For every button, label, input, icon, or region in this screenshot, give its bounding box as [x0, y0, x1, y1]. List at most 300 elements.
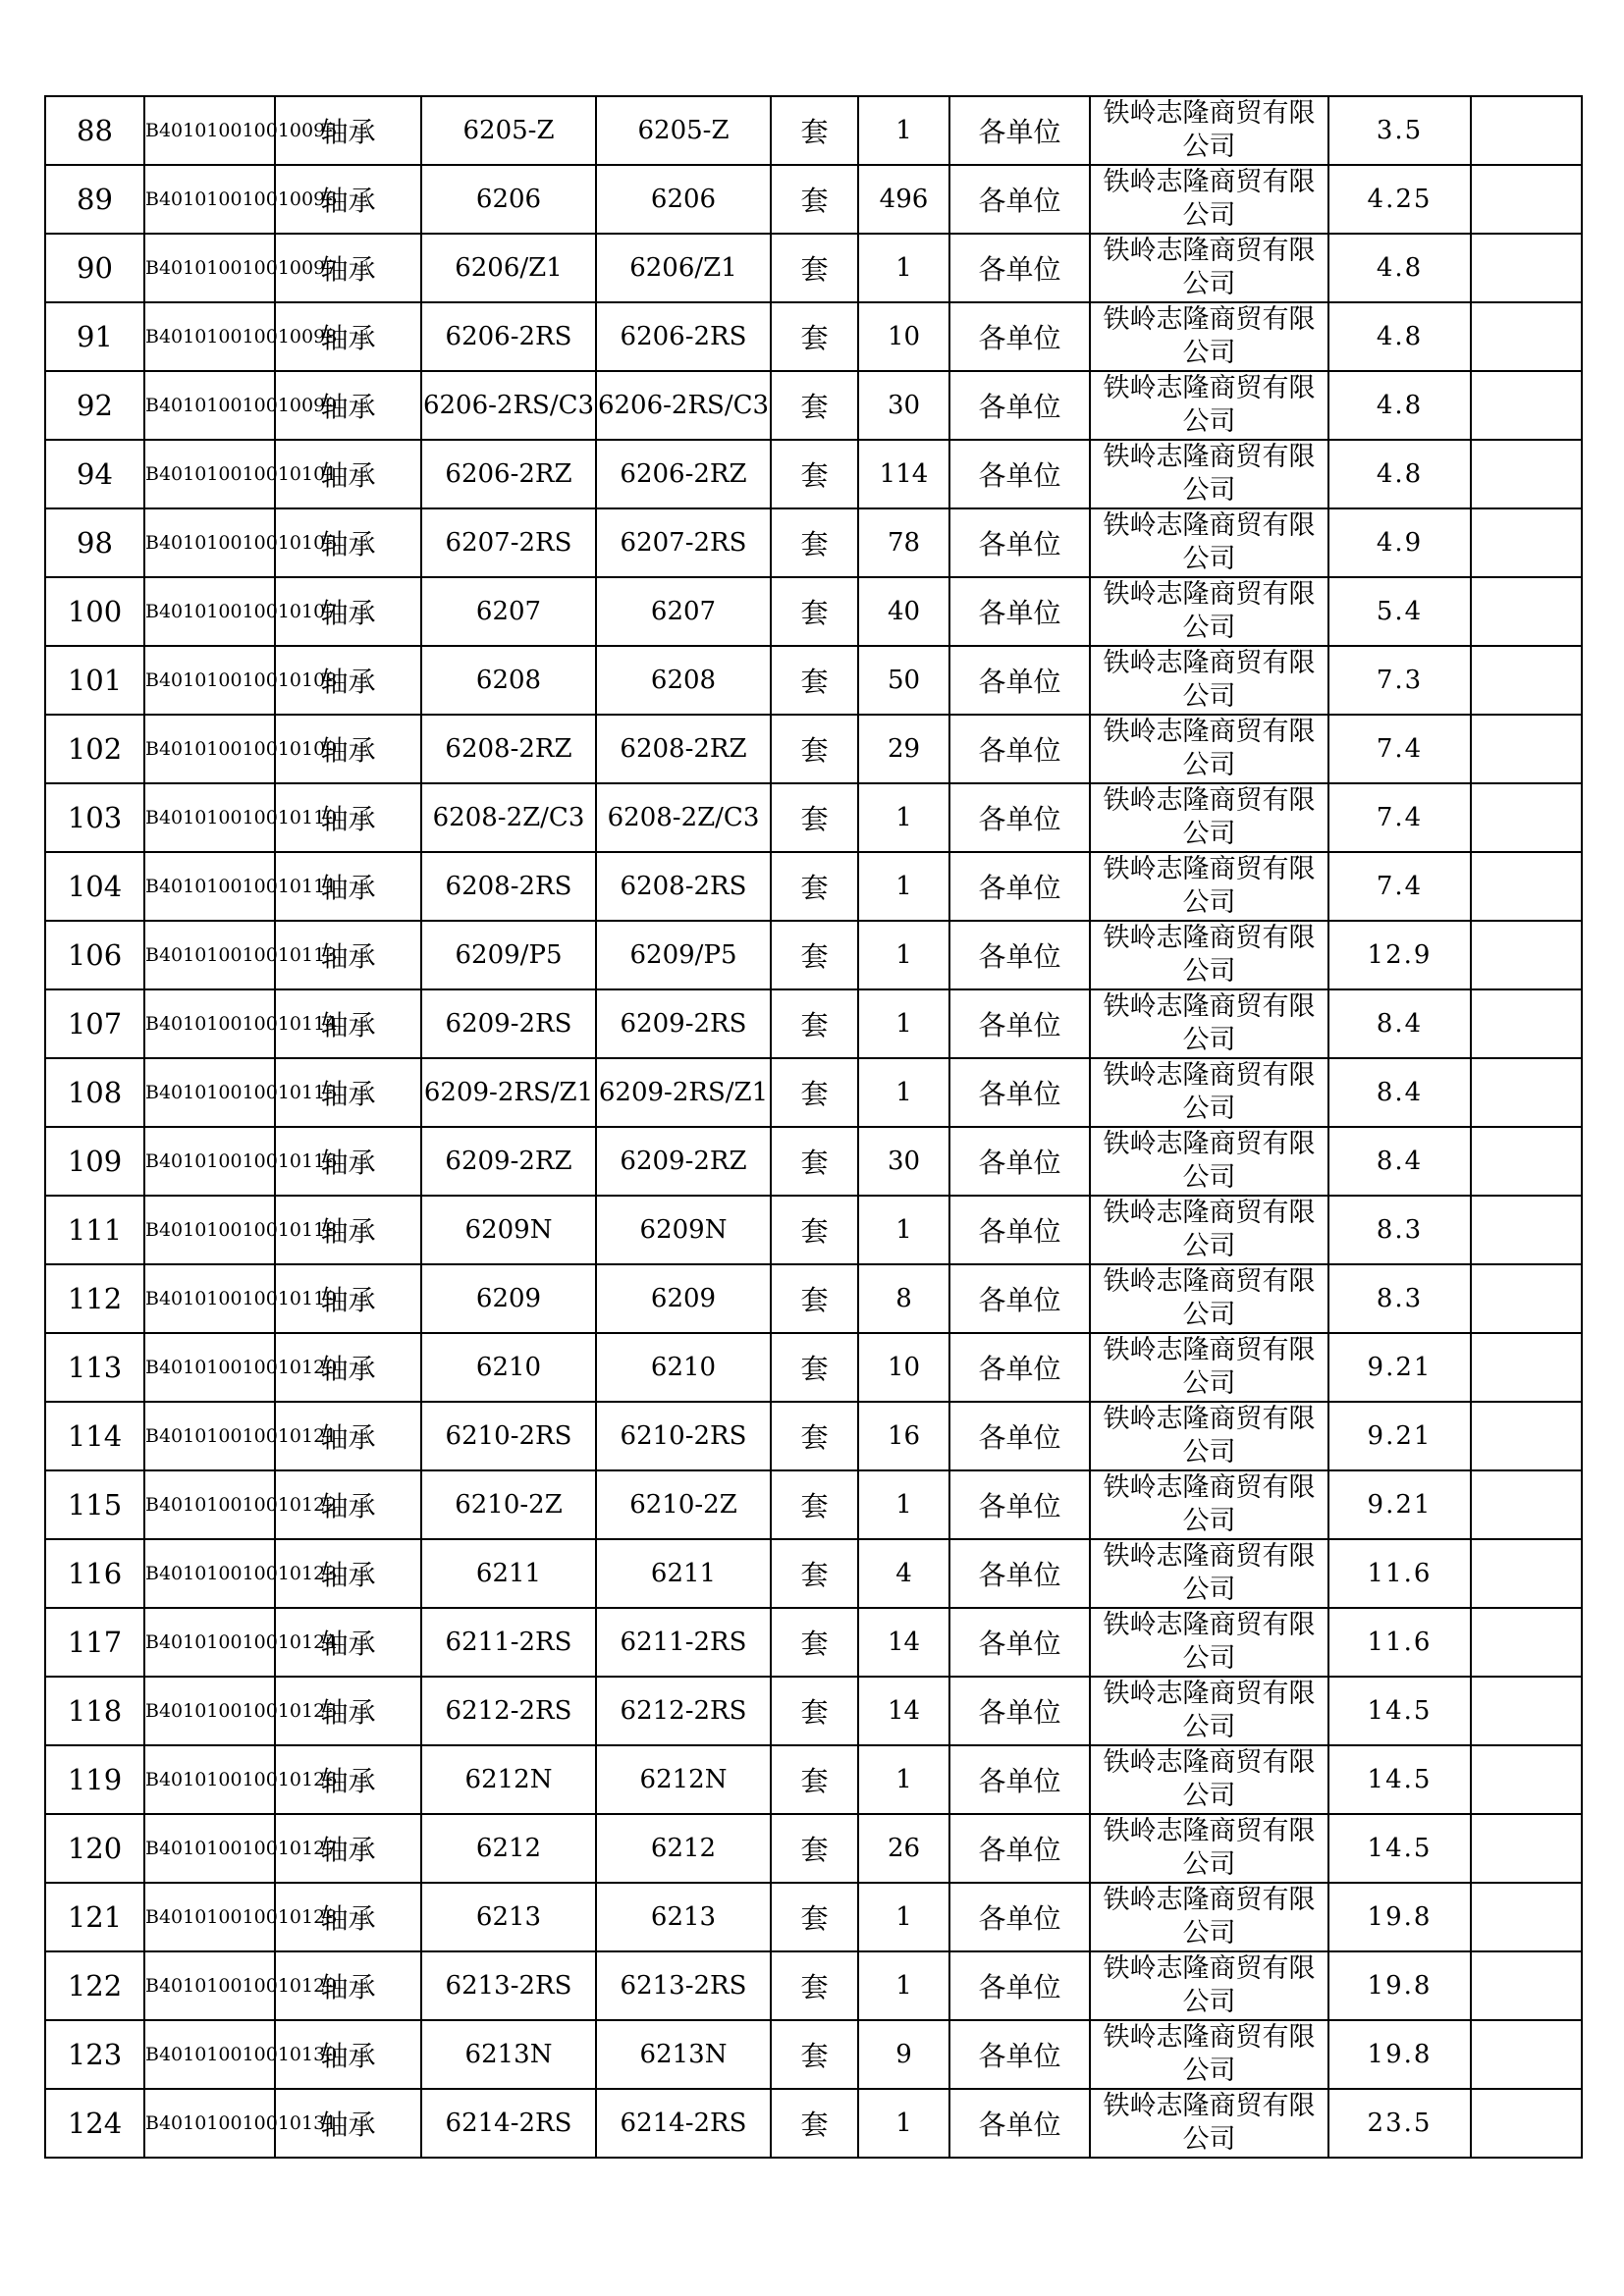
material-code-cell: B401010010010114	[144, 989, 275, 1058]
supplier-cell: 铁岭志隆商贸有限公司	[1090, 302, 1328, 371]
item-name-cell: 轴承	[275, 1470, 421, 1539]
supplier-cell: 铁岭志隆商贸有限公司	[1090, 989, 1328, 1058]
remarks-cell	[1471, 1127, 1582, 1196]
table-row	[45, 1677, 1582, 1745]
table-row	[45, 1333, 1582, 1402]
model-cell: 6209/P5	[596, 921, 771, 989]
unit-cell: 套	[771, 715, 858, 783]
specification-cell: 6209	[421, 1264, 596, 1333]
department-cell: 各单位	[949, 440, 1090, 508]
unit-price-cell: 9.21	[1328, 1470, 1471, 1539]
table-row	[45, 1264, 1582, 1333]
unit-cell: 套	[771, 1196, 858, 1264]
row-number-cell: 91	[45, 302, 144, 371]
supplier-cell: 铁岭志隆商贸有限公司	[1090, 165, 1328, 234]
row-number-cell: 101	[45, 646, 144, 715]
model-cell: 6212N	[596, 1745, 771, 1814]
item-name-cell: 轴承	[275, 646, 421, 715]
row-number-cell: 117	[45, 1608, 144, 1677]
department-cell: 各单位	[949, 1745, 1090, 1814]
unit-cell: 套	[771, 783, 858, 852]
unit-price-cell: 12.9	[1328, 921, 1471, 989]
table-row	[45, 783, 1582, 852]
row-number-cell: 98	[45, 508, 144, 577]
model-cell: 6210	[596, 1333, 771, 1402]
remarks-cell	[1471, 989, 1582, 1058]
unit-price-cell: 19.8	[1328, 1951, 1471, 2020]
quantity-cell: 14	[858, 1608, 949, 1677]
remarks-cell	[1471, 852, 1582, 921]
material-code-cell: B401010010010130	[144, 2020, 275, 2089]
supplier-cell: 铁岭志隆商贸有限公司	[1090, 921, 1328, 989]
model-cell: 6206-2RS	[596, 302, 771, 371]
supplier-cell: 铁岭志隆商贸有限公司	[1090, 1058, 1328, 1127]
quantity-cell: 9	[858, 2020, 949, 2089]
row-number-cell: 109	[45, 1127, 144, 1196]
remarks-cell	[1471, 1539, 1582, 1608]
remarks-cell	[1471, 1264, 1582, 1333]
unit-cell: 套	[771, 302, 858, 371]
material-code-cell: B401010010010118	[144, 1196, 275, 1264]
material-code-cell: B401010010010128	[144, 1883, 275, 1951]
specification-cell: 6213-2RS	[421, 1951, 596, 2020]
item-name-cell: 轴承	[275, 852, 421, 921]
row-number-cell: 113	[45, 1333, 144, 1402]
supplier-cell: 铁岭志隆商贸有限公司	[1090, 2020, 1328, 2089]
unit-cell: 套	[771, 1333, 858, 1402]
quantity-cell: 1	[858, 1951, 949, 2020]
remarks-cell	[1471, 302, 1582, 371]
model-cell: 6207-2RS	[596, 508, 771, 577]
remarks-cell	[1471, 2089, 1582, 2158]
remarks-cell	[1471, 1951, 1582, 2020]
unit-cell: 套	[771, 1951, 858, 2020]
remarks-cell	[1471, 440, 1582, 508]
unit-price-cell: 9.21	[1328, 1333, 1471, 1402]
item-name-cell: 轴承	[275, 783, 421, 852]
specification-cell: 6207-2RS	[421, 508, 596, 577]
quantity-cell: 1	[858, 1470, 949, 1539]
unit-cell: 套	[771, 1814, 858, 1883]
department-cell: 各单位	[949, 715, 1090, 783]
model-cell: 6213N	[596, 2020, 771, 2089]
specification-cell: 6212-2RS	[421, 1677, 596, 1745]
department-cell: 各单位	[949, 1058, 1090, 1127]
department-cell: 各单位	[949, 1539, 1090, 1608]
table-row	[45, 302, 1582, 371]
remarks-cell	[1471, 96, 1582, 165]
model-cell: 6212-2RS	[596, 1677, 771, 1745]
unit-cell: 套	[771, 1264, 858, 1333]
department-cell: 各单位	[949, 2020, 1090, 2089]
table-row	[45, 1196, 1582, 1264]
item-name-cell: 轴承	[275, 715, 421, 783]
supplier-cell: 铁岭志隆商贸有限公司	[1090, 1264, 1328, 1333]
unit-price-cell: 19.8	[1328, 1883, 1471, 1951]
model-cell: 6212	[596, 1814, 771, 1883]
unit-price-cell: 8.4	[1328, 1127, 1471, 1196]
department-cell: 各单位	[949, 852, 1090, 921]
row-number-cell: 124	[45, 2089, 144, 2158]
remarks-cell	[1471, 165, 1582, 234]
item-name-cell: 轴承	[275, 577, 421, 646]
unit-cell: 套	[771, 1677, 858, 1745]
table-row	[45, 1470, 1582, 1539]
unit-cell: 套	[771, 1058, 858, 1127]
supplier-cell: 铁岭志隆商贸有限公司	[1090, 1677, 1328, 1745]
unit-price-cell: 4.8	[1328, 371, 1471, 440]
unit-price-cell: 4.9	[1328, 508, 1471, 577]
material-code-cell: B401010010010108	[144, 646, 275, 715]
table-row	[45, 715, 1582, 783]
supplier-cell: 铁岭志隆商贸有限公司	[1090, 440, 1328, 508]
material-code-cell: B401010010010119	[144, 1264, 275, 1333]
item-name-cell: 轴承	[275, 165, 421, 234]
model-cell: 6209-2RS	[596, 989, 771, 1058]
supplier-cell: 铁岭志隆商贸有限公司	[1090, 715, 1328, 783]
department-cell: 各单位	[949, 96, 1090, 165]
item-name-cell: 轴承	[275, 2089, 421, 2158]
specification-cell: 6205-Z	[421, 96, 596, 165]
unit-price-cell: 7.4	[1328, 783, 1471, 852]
quantity-cell: 40	[858, 577, 949, 646]
material-code-cell: B401010010010116	[144, 1127, 275, 1196]
specification-cell: 6209/P5	[421, 921, 596, 989]
supplier-cell: 铁岭志隆商贸有限公司	[1090, 1333, 1328, 1402]
row-number-cell: 119	[45, 1745, 144, 1814]
remarks-cell	[1471, 715, 1582, 783]
supplier-cell: 铁岭志隆商贸有限公司	[1090, 1402, 1328, 1470]
item-name-cell: 轴承	[275, 1814, 421, 1883]
quantity-cell: 16	[858, 1402, 949, 1470]
table-row	[45, 1127, 1582, 1196]
remarks-cell	[1471, 921, 1582, 989]
quantity-cell: 4	[858, 1539, 949, 1608]
supplier-cell: 铁岭志隆商贸有限公司	[1090, 96, 1328, 165]
unit-cell: 套	[771, 508, 858, 577]
table-row	[45, 1814, 1582, 1883]
model-cell: 6210-2Z	[596, 1470, 771, 1539]
remarks-cell	[1471, 371, 1582, 440]
row-number-cell: 118	[45, 1677, 144, 1745]
quantity-cell: 1	[858, 921, 949, 989]
material-code-cell: B401010010010124	[144, 1608, 275, 1677]
row-number-cell: 89	[45, 165, 144, 234]
supplier-cell: 铁岭志隆商贸有限公司	[1090, 371, 1328, 440]
supplier-cell: 铁岭志隆商贸有限公司	[1090, 1814, 1328, 1883]
supplier-cell: 铁岭志隆商贸有限公司	[1090, 1470, 1328, 1539]
row-number-cell: 106	[45, 921, 144, 989]
remarks-cell	[1471, 1402, 1582, 1470]
row-number-cell: 103	[45, 783, 144, 852]
material-code-cell: B401010010010107	[144, 577, 275, 646]
unit-cell: 套	[771, 440, 858, 508]
item-name-cell: 轴承	[275, 1951, 421, 2020]
model-cell: 6208-2RS	[596, 852, 771, 921]
unit-cell: 套	[771, 165, 858, 234]
remarks-cell	[1471, 1677, 1582, 1745]
department-cell: 各单位	[949, 508, 1090, 577]
supplier-cell: 铁岭志隆商贸有限公司	[1090, 1608, 1328, 1677]
table-row	[45, 1951, 1582, 2020]
row-number-cell: 114	[45, 1402, 144, 1470]
supplier-cell: 铁岭志隆商贸有限公司	[1090, 2089, 1328, 2158]
remarks-cell	[1471, 1470, 1582, 1539]
supplier-cell: 铁岭志隆商贸有限公司	[1090, 852, 1328, 921]
quantity-cell: 10	[858, 1333, 949, 1402]
item-name-cell: 轴承	[275, 1883, 421, 1951]
material-code-cell: B401010010010120	[144, 1333, 275, 1402]
price-list-table	[44, 95, 1583, 2159]
item-name-cell: 轴承	[275, 234, 421, 302]
supplier-cell: 铁岭志隆商贸有限公司	[1090, 1745, 1328, 1814]
specification-cell: 6208-2Z/C3	[421, 783, 596, 852]
department-cell: 各单位	[949, 1264, 1090, 1333]
unit-price-cell: 11.6	[1328, 1608, 1471, 1677]
unit-price-cell: 4.8	[1328, 234, 1471, 302]
material-code-cell: B401010010010101	[144, 440, 275, 508]
model-cell: 6210-2RS	[596, 1402, 771, 1470]
model-cell: 6211	[596, 1539, 771, 1608]
specification-cell: 6207	[421, 577, 596, 646]
row-number-cell: 100	[45, 577, 144, 646]
item-name-cell: 轴承	[275, 1402, 421, 1470]
quantity-cell: 78	[858, 508, 949, 577]
department-cell: 各单位	[949, 921, 1090, 989]
specification-cell: 6211	[421, 1539, 596, 1608]
specification-cell: 6212	[421, 1814, 596, 1883]
material-code-cell: B401010010010115	[144, 1058, 275, 1127]
specification-cell: 6210-2RS	[421, 1402, 596, 1470]
specification-cell: 6209-2RS/Z1	[421, 1058, 596, 1127]
table-row	[45, 921, 1582, 989]
unit-cell: 套	[771, 1608, 858, 1677]
remarks-cell	[1471, 234, 1582, 302]
unit-price-cell: 4.8	[1328, 440, 1471, 508]
department-cell: 各单位	[949, 165, 1090, 234]
material-code-cell: B401010010010099	[144, 371, 275, 440]
quantity-cell: 29	[858, 715, 949, 783]
model-cell: 6211-2RS	[596, 1608, 771, 1677]
remarks-cell	[1471, 1745, 1582, 1814]
table-row	[45, 2089, 1582, 2158]
item-name-cell: 轴承	[275, 440, 421, 508]
table-row	[45, 1058, 1582, 1127]
row-number-cell: 123	[45, 2020, 144, 2089]
table-row	[45, 371, 1582, 440]
table-row	[45, 989, 1582, 1058]
material-code-cell: B401010010010095	[144, 96, 275, 165]
quantity-cell: 1	[858, 783, 949, 852]
model-cell: 6207	[596, 577, 771, 646]
row-number-cell: 107	[45, 989, 144, 1058]
department-cell: 各单位	[949, 1402, 1090, 1470]
unit-cell: 套	[771, 1745, 858, 1814]
item-name-cell: 轴承	[275, 508, 421, 577]
item-name-cell: 轴承	[275, 921, 421, 989]
row-number-cell: 115	[45, 1470, 144, 1539]
unit-cell: 套	[771, 852, 858, 921]
unit-price-cell: 14.5	[1328, 1745, 1471, 1814]
table-row	[45, 2020, 1582, 2089]
unit-price-cell: 7.3	[1328, 646, 1471, 715]
department-cell: 各单位	[949, 1196, 1090, 1264]
unit-price-cell: 8.3	[1328, 1196, 1471, 1264]
quantity-cell: 14	[858, 1677, 949, 1745]
department-cell: 各单位	[949, 577, 1090, 646]
supplier-cell: 铁岭志隆商贸有限公司	[1090, 783, 1328, 852]
specification-cell: 6208	[421, 646, 596, 715]
quantity-cell: 30	[858, 1127, 949, 1196]
supplier-cell: 铁岭志隆商贸有限公司	[1090, 1196, 1328, 1264]
material-code-cell: B401010010010126	[144, 1745, 275, 1814]
model-cell: 6209N	[596, 1196, 771, 1264]
material-code-cell: B401010010010097	[144, 234, 275, 302]
unit-price-cell: 23.5	[1328, 2089, 1471, 2158]
material-code-cell: B401010010010122	[144, 1470, 275, 1539]
department-cell: 各单位	[949, 1814, 1090, 1883]
department-cell: 各单位	[949, 1608, 1090, 1677]
price-list-table-container	[44, 95, 1581, 2159]
specification-cell: 6206-2RS	[421, 302, 596, 371]
supplier-cell: 铁岭志隆商贸有限公司	[1090, 1127, 1328, 1196]
table-row	[45, 1608, 1582, 1677]
material-code-cell: B401010010010127	[144, 1814, 275, 1883]
specification-cell: 6206-2RZ	[421, 440, 596, 508]
unit-price-cell: 9.21	[1328, 1402, 1471, 1470]
table-row	[45, 440, 1582, 508]
material-code-cell: B401010010010098	[144, 302, 275, 371]
quantity-cell: 1	[858, 1745, 949, 1814]
department-cell: 各单位	[949, 1951, 1090, 2020]
row-number-cell: 108	[45, 1058, 144, 1127]
unit-price-cell: 11.6	[1328, 1539, 1471, 1608]
material-code-cell: B401010010010111	[144, 852, 275, 921]
unit-cell: 套	[771, 577, 858, 646]
model-cell: 6205-Z	[596, 96, 771, 165]
material-code-cell: B401010010010123	[144, 1539, 275, 1608]
material-code-cell: B401010010010125	[144, 1677, 275, 1745]
item-name-cell: 轴承	[275, 371, 421, 440]
model-cell: 6206	[596, 165, 771, 234]
unit-cell: 套	[771, 1539, 858, 1608]
remarks-cell	[1471, 1814, 1582, 1883]
item-name-cell: 轴承	[275, 1333, 421, 1402]
item-name-cell: 轴承	[275, 2020, 421, 2089]
table-row	[45, 1539, 1582, 1608]
unit-price-cell: 7.4	[1328, 715, 1471, 783]
unit-price-cell: 5.4	[1328, 577, 1471, 646]
unit-cell: 套	[771, 646, 858, 715]
specification-cell: 6213	[421, 1883, 596, 1951]
quantity-cell: 114	[858, 440, 949, 508]
quantity-cell: 1	[858, 1058, 949, 1127]
item-name-cell: 轴承	[275, 1127, 421, 1196]
material-code-cell: B401010010010096	[144, 165, 275, 234]
supplier-cell: 铁岭志隆商贸有限公司	[1090, 646, 1328, 715]
unit-cell: 套	[771, 2089, 858, 2158]
model-cell: 6213	[596, 1883, 771, 1951]
specification-cell: 6213N	[421, 2020, 596, 2089]
table-row	[45, 508, 1582, 577]
unit-price-cell: 7.4	[1328, 852, 1471, 921]
remarks-cell	[1471, 1196, 1582, 1264]
quantity-cell: 1	[858, 852, 949, 921]
table-row	[45, 646, 1582, 715]
model-cell: 6213-2RS	[596, 1951, 771, 2020]
model-cell: 6209-2RZ	[596, 1127, 771, 1196]
table-row	[45, 852, 1582, 921]
item-name-cell: 轴承	[275, 1196, 421, 1264]
unit-price-cell: 4.25	[1328, 165, 1471, 234]
quantity-cell: 1	[858, 989, 949, 1058]
quantity-cell: 8	[858, 1264, 949, 1333]
item-name-cell: 轴承	[275, 1745, 421, 1814]
item-name-cell: 轴承	[275, 1677, 421, 1745]
supplier-cell: 铁岭志隆商贸有限公司	[1090, 234, 1328, 302]
unit-price-cell: 3.5	[1328, 96, 1471, 165]
quantity-cell: 1	[858, 96, 949, 165]
supplier-cell: 铁岭志隆商贸有限公司	[1090, 1539, 1328, 1608]
table-body	[45, 96, 1582, 2158]
supplier-cell: 铁岭志隆商贸有限公司	[1090, 1951, 1328, 2020]
item-name-cell: 轴承	[275, 989, 421, 1058]
item-name-cell: 轴承	[275, 302, 421, 371]
specification-cell: 6206/Z1	[421, 234, 596, 302]
material-code-cell: B401010010010129	[144, 1951, 275, 2020]
department-cell: 各单位	[949, 371, 1090, 440]
row-number-cell: 121	[45, 1883, 144, 1951]
unit-price-cell: 8.4	[1328, 989, 1471, 1058]
department-cell: 各单位	[949, 1127, 1090, 1196]
specification-cell: 6210	[421, 1333, 596, 1402]
quantity-cell: 1	[858, 2089, 949, 2158]
quantity-cell: 1	[858, 234, 949, 302]
specification-cell: 6208-2RS	[421, 852, 596, 921]
material-code-cell: B401010010010109	[144, 715, 275, 783]
row-number-cell: 104	[45, 852, 144, 921]
quantity-cell: 496	[858, 165, 949, 234]
specification-cell: 6209-2RS	[421, 989, 596, 1058]
row-number-cell: 112	[45, 1264, 144, 1333]
unit-price-cell: 8.3	[1328, 1264, 1471, 1333]
unit-price-cell: 4.8	[1328, 302, 1471, 371]
unit-cell: 套	[771, 2020, 858, 2089]
quantity-cell: 1	[858, 1883, 949, 1951]
remarks-cell	[1471, 2020, 1582, 2089]
material-code-cell: B401010010010121	[144, 1402, 275, 1470]
model-cell: 6208-2RZ	[596, 715, 771, 783]
department-cell: 各单位	[949, 2089, 1090, 2158]
unit-price-cell: 14.5	[1328, 1677, 1471, 1745]
specification-cell: 6214-2RS	[421, 2089, 596, 2158]
model-cell: 6214-2RS	[596, 2089, 771, 2158]
unit-cell: 套	[771, 1402, 858, 1470]
quantity-cell: 26	[858, 1814, 949, 1883]
unit-cell: 套	[771, 989, 858, 1058]
unit-cell: 套	[771, 1127, 858, 1196]
specification-cell: 6210-2Z	[421, 1470, 596, 1539]
quantity-cell: 10	[858, 302, 949, 371]
remarks-cell	[1471, 1883, 1582, 1951]
quantity-cell: 50	[858, 646, 949, 715]
unit-price-cell: 19.8	[1328, 2020, 1471, 2089]
specification-cell: 6211-2RS	[421, 1608, 596, 1677]
row-number-cell: 111	[45, 1196, 144, 1264]
remarks-cell	[1471, 1058, 1582, 1127]
row-number-cell: 120	[45, 1814, 144, 1883]
row-number-cell: 102	[45, 715, 144, 783]
